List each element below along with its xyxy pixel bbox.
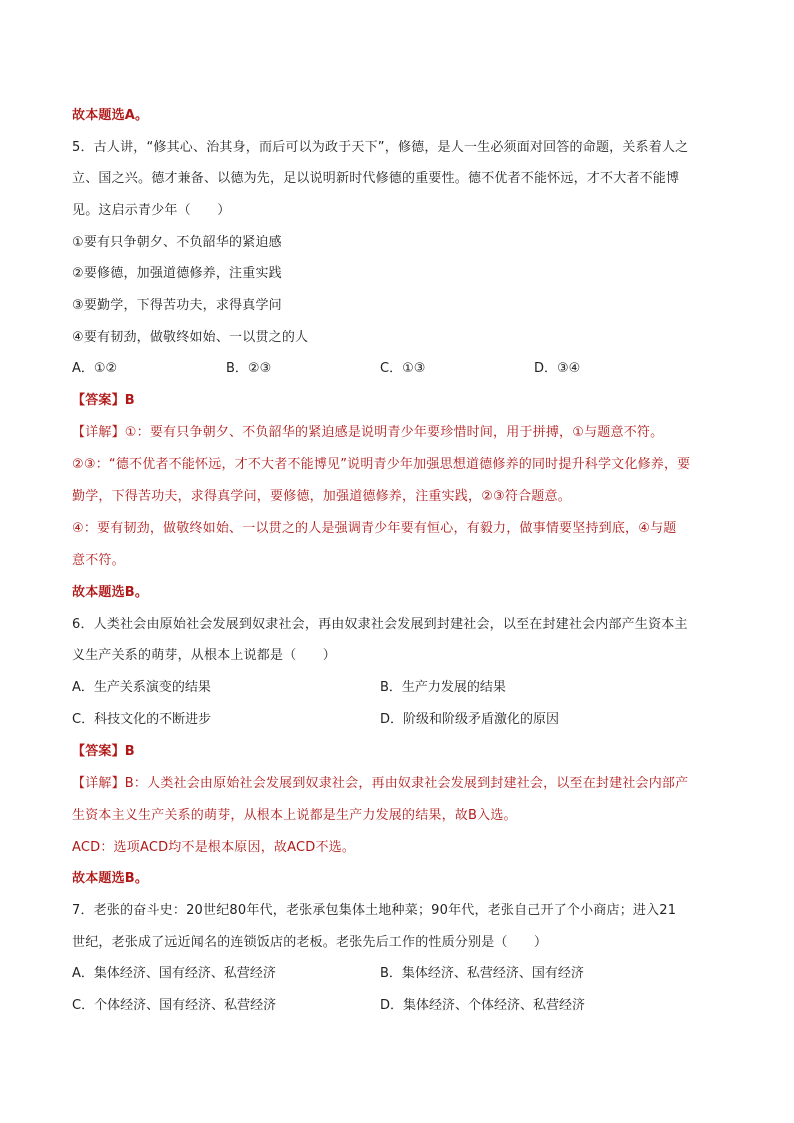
q5-conclusion: 故本题选B。	[72, 585, 149, 600]
q6-stem-line-1: 6．人类社会由原始社会发展到奴隶社会，再由奴隶社会发展到封建社会，以至在封建社会内部产生资本主	[72, 617, 688, 632]
q5-item-3: ③要勤学，下得苦功夫，求得真学问	[72, 298, 282, 313]
q4-conclusion: 故本题选A。	[72, 108, 149, 123]
q6-option-d: D．阶级和阶级矛盾激化的原因	[380, 712, 560, 727]
q7-stem-line-2: 世纪，老张成了远近闻名的连锁饭店的老板。老张先后工作的性质分别是（ ）	[72, 935, 548, 950]
q5-stem-line-1: 5．古人讲，“修其心、治其身，而后可以为政于天下”，修德，是人一生必须面对回答的命题，关系着人之	[72, 140, 689, 155]
q5-option-a: A．①②	[72, 361, 118, 376]
q5-option-b: B．②③	[226, 361, 272, 376]
q5-item-1: ①要有只争朝夕、不负韶华的紧迫感	[72, 235, 282, 250]
q5-stem-line-2: 立、国之兴。德才兼备、以德为先，足以说明新时代修德的重要性。德不优者不能怀远，才不大者不能博	[72, 171, 680, 186]
q7-stem-line-1: 7．老张的奋斗史：20世纪80年代，老张承包集体土地种菜；90年代，老张自己开了个小商店；进入21	[72, 903, 677, 918]
q5-explanation-line-4: ④：要有韧劲，做敬终如始、一以贯之的人是强调青少年要有恒心，有毅力，做事情要坚持到底，④与题	[72, 521, 677, 536]
q6-option-c: C．科技文化的不断进步	[72, 712, 212, 727]
q6-answer: 【答案】B	[72, 744, 135, 759]
q7-option-b: B．集体经济、私营经济、国有经济	[380, 966, 584, 981]
q5-answer: 【答案】B	[72, 393, 135, 408]
q6-conclusion: 故本题选B。	[72, 871, 149, 886]
q5-explanation-line-2: ②③：“德不优者不能怀远，才不大者不能博见”说明青少年加强思想道德修养的同时提升科学文化修养，要	[72, 457, 691, 472]
q5-explanation-line-1: 【详解】①：要有只争朝夕、不负韶华的紧迫感是说明青少年要珍惜时间，用于拼搏，①与题意不符。	[72, 425, 664, 440]
q6-stem-line-2: 义生产关系的萌芽，从根本上说都是（ ）	[72, 648, 337, 663]
q6-option-a: A．生产关系演变的结果	[72, 680, 211, 695]
q6-explanation-line-3: ACD：选项ACD均不是根本原因，故ACD不选。	[72, 840, 356, 855]
q5-explanation-line-5: 意不符。	[72, 553, 125, 568]
q5-explanation-line-3: 勤学，下得苦功夫，求得真学问，要修德，加强道德修养，注重实践，②③符合题意。	[72, 489, 571, 504]
q5-item-2: ②要修德，加强道德修养，注重实践	[72, 266, 282, 281]
q7-option-c: C．个体经济、国有经济、私营经济	[72, 998, 277, 1013]
q5-option-c: C．①③	[380, 361, 426, 376]
q6-explanation-line-1: 【详解】B：人类社会由原始社会发展到奴隶社会，再由奴隶社会发展到封建社会，以至在封建社会内部产	[72, 776, 689, 791]
q5-option-d: D．③④	[534, 361, 581, 376]
q7-option-d: D．集体经济、个体经济、私营经济	[380, 998, 586, 1013]
q6-option-b: B．生产力发展的结果	[380, 680, 506, 695]
q7-option-a: A．集体经济、国有经济、私营经济	[72, 966, 276, 981]
q6-explanation-line-2: 生资本主义生产关系的萌芽，从根本上说都是生产力发展的结果，故B入选。	[72, 808, 517, 823]
q5-item-4: ④要有韧劲，做敬终如始、一以贯之的人	[72, 330, 309, 345]
q5-stem-line-3: 见。这启示青少年（ ）	[72, 203, 231, 218]
